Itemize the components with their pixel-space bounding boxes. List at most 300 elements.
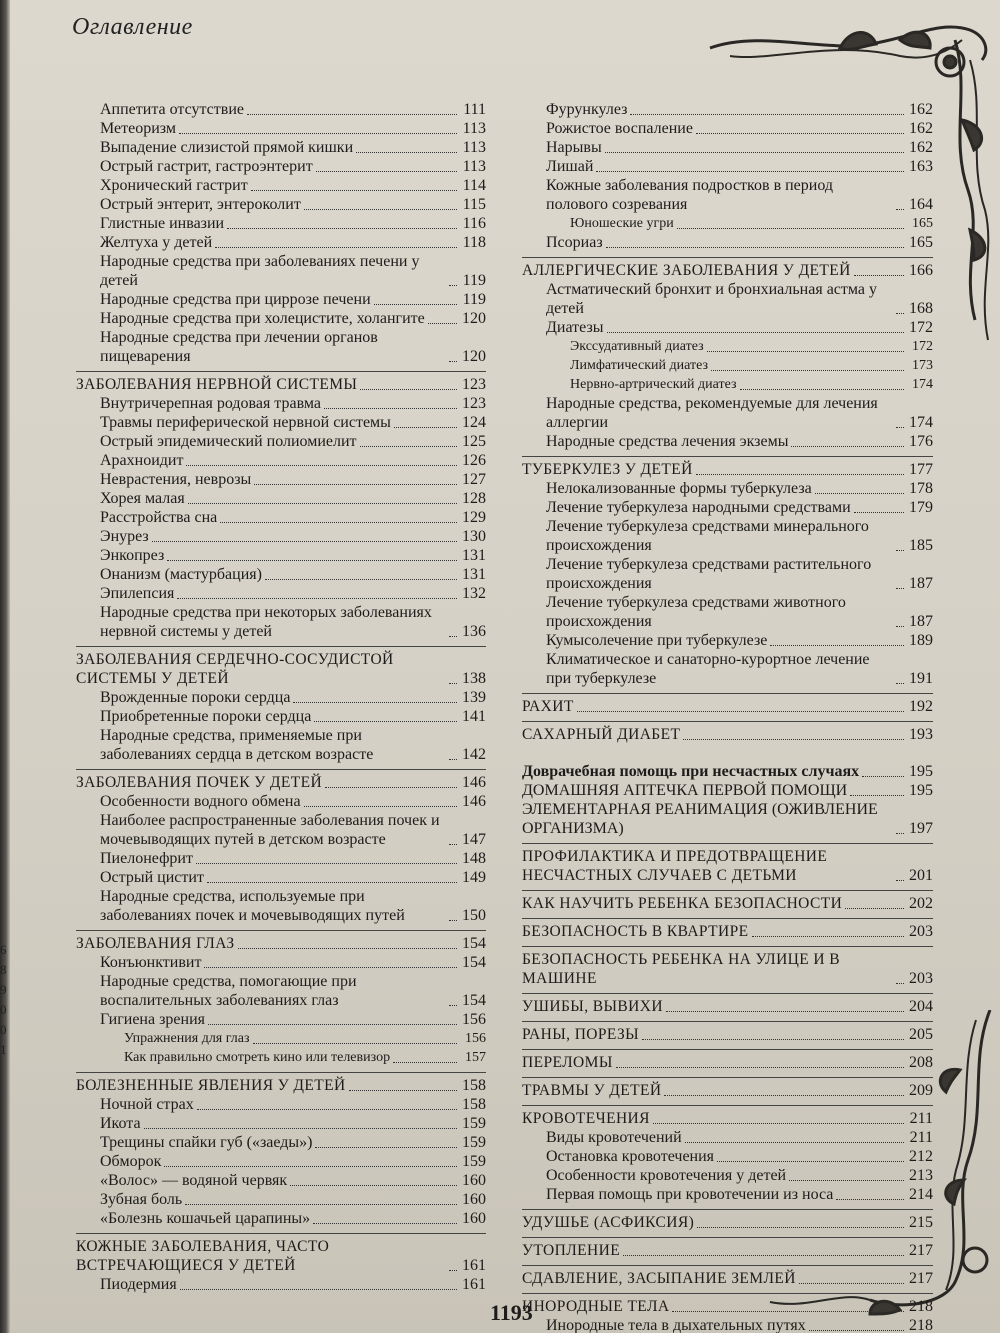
toc-page-number: 195 xyxy=(909,782,933,799)
toc-entry-title: Народные средства лечения экземы xyxy=(546,433,789,450)
toc-entry-title: Рожистое воспаление xyxy=(546,120,693,137)
toc-page-number: 146 xyxy=(462,793,486,810)
toc-entry[interactable] xyxy=(76,1133,486,1152)
toc-entry-title: ЗАБОЛЕВАНИЯ ГЛАЗ xyxy=(76,935,235,952)
toc-right-column xyxy=(522,100,933,1333)
toc-page-number: 116 xyxy=(462,215,486,232)
dot-leader xyxy=(752,936,905,937)
toc-section-entry[interactable] xyxy=(522,1049,933,1072)
dot-leader xyxy=(896,833,904,834)
toc-entry-title: Доврачебная помощь при несчастных случаях xyxy=(522,763,860,780)
dot-leader xyxy=(449,920,457,921)
toc-entry-title: Климатическое и санаторно-курортное лечение при туберкулезе xyxy=(546,651,870,687)
toc-entry[interactable] xyxy=(76,792,486,811)
toc-entry-title: Врожденные пороки сердца xyxy=(100,689,291,706)
toc-entry-title: Эпилепсия xyxy=(100,585,175,602)
toc-entry-title: Желтуха у детей xyxy=(100,234,213,251)
toc-entry-title: ПРОФИЛАКТИКА И ПРЕДОТВРАЩЕНИЕ НЕСЧАСТНЫХ СЛУЧАЕВ С ДЕТЬМИ xyxy=(522,848,828,884)
dot-leader xyxy=(607,332,904,333)
dot-leader xyxy=(449,636,457,637)
toc-entry-title: Ночной страх xyxy=(100,1096,194,1113)
toc-section-entry[interactable] xyxy=(522,1021,933,1044)
dot-leader xyxy=(770,645,904,646)
toc-page-number: 204 xyxy=(909,998,933,1015)
toc-section-entry[interactable] xyxy=(522,1265,933,1288)
toc-entry-title: Псориаз xyxy=(546,234,603,251)
toc-entry[interactable] xyxy=(76,489,486,508)
toc-page-number: 197 xyxy=(909,820,933,837)
toc-page-number: 159 xyxy=(462,1153,486,1170)
toc-entry-title: САХАРНЫЙ ДИАБЕТ xyxy=(522,726,681,743)
toc-entry[interactable] xyxy=(76,811,486,849)
dot-leader xyxy=(186,465,457,466)
toc-section-entry[interactable] xyxy=(522,946,933,988)
toc-entry[interactable] xyxy=(522,119,933,138)
toc-entry[interactable] xyxy=(76,233,486,252)
toc-page-number: 203 xyxy=(909,923,933,940)
toc-entry[interactable] xyxy=(522,138,933,157)
toc-entry[interactable] xyxy=(76,1048,486,1067)
toc-page-number: 159 xyxy=(462,1134,486,1151)
toc-entry[interactable] xyxy=(76,157,486,176)
toc-entry[interactable] xyxy=(76,1029,486,1048)
toc-entry[interactable] xyxy=(76,527,486,546)
toc-entry[interactable] xyxy=(522,650,933,688)
toc-page-number: 128 xyxy=(462,490,486,507)
toc-entry[interactable] xyxy=(522,800,933,838)
toc-entry-title: Хорея малая xyxy=(100,490,185,507)
toc-page-number: 141 xyxy=(462,708,486,725)
toc-entry-title: ЗАБОЛЕВАНИЯ ПОЧЕК У ДЕТЕЙ xyxy=(76,774,323,791)
dot-leader xyxy=(616,1067,904,1068)
toc-entry[interactable] xyxy=(76,565,486,584)
toc-section-entry[interactable] xyxy=(76,930,486,953)
dot-leader xyxy=(896,313,904,314)
toc-entry[interactable] xyxy=(522,157,933,176)
toc-page-number: 154 xyxy=(462,935,486,952)
toc-entry[interactable] xyxy=(522,337,933,356)
dot-leader xyxy=(164,1166,457,1167)
margin-mark: 8 xyxy=(0,962,7,977)
toc-section-entry[interactable] xyxy=(522,1293,933,1316)
dot-leader xyxy=(664,1095,904,1096)
toc-section-entry[interactable] xyxy=(522,257,933,280)
toc-entry[interactable] xyxy=(76,451,486,470)
dot-leader xyxy=(349,1090,457,1091)
toc-section-entry[interactable] xyxy=(522,890,933,913)
dot-leader xyxy=(208,1024,457,1025)
toc-page-number: 130 xyxy=(462,528,486,545)
toc-entry[interactable] xyxy=(76,1152,486,1171)
dot-leader xyxy=(672,1311,904,1312)
dot-leader xyxy=(850,795,904,796)
toc-section-entry[interactable] xyxy=(522,1077,933,1100)
section-gap xyxy=(522,744,933,762)
toc-page-number: 126 xyxy=(462,452,486,469)
dot-leader xyxy=(179,133,457,134)
toc-entry-title: Инородные тела в дыхательных путях xyxy=(546,1317,806,1333)
page-number: 1193 xyxy=(490,1300,533,1325)
toc-entry[interactable] xyxy=(76,1171,486,1190)
toc-entry[interactable] xyxy=(76,1010,486,1029)
toc-page-number: 202 xyxy=(909,895,933,912)
dot-leader xyxy=(596,171,904,172)
toc-page-number: 164 xyxy=(909,196,933,213)
toc-page-number: 163 xyxy=(909,158,933,175)
toc-entry-title: Выпадение слизистой прямой кишки xyxy=(100,139,354,156)
toc-page-number: 165 xyxy=(912,216,933,231)
toc-section-entry[interactable] xyxy=(522,993,933,1016)
toc-page-number: 177 xyxy=(909,461,933,478)
toc-entry[interactable] xyxy=(76,546,486,565)
toc-entry-title: Внутричерепная родовая травма xyxy=(100,395,321,412)
dot-leader xyxy=(247,114,457,115)
toc-entry[interactable] xyxy=(76,972,486,1010)
toc-section-entry[interactable] xyxy=(522,693,933,716)
dot-leader xyxy=(449,285,457,286)
dot-leader xyxy=(896,626,904,627)
toc-page-number: 217 xyxy=(909,1242,933,1259)
toc-entry-title: Народные средства при заболеваниях печени у детей xyxy=(100,253,420,289)
toc-entry[interactable] xyxy=(522,555,933,593)
dot-leader xyxy=(428,323,457,324)
toc-entry[interactable] xyxy=(76,1190,486,1209)
toc-entry[interactable] xyxy=(76,290,486,309)
toc-page-number: 157 xyxy=(465,1050,486,1065)
toc-entry[interactable] xyxy=(522,1166,933,1185)
toc-entry-title: Упражнения для глаз xyxy=(124,1031,250,1046)
toc-entry-title: Трещины спайки губ («заеды») xyxy=(100,1134,313,1151)
toc-page-number: 195 xyxy=(909,763,933,780)
toc-entry[interactable] xyxy=(76,707,486,726)
dot-leader xyxy=(290,1185,457,1186)
toc-entry-title: Народные средства, применяемые при заболеваниях сердца в детском возрасте xyxy=(100,727,374,763)
dot-leader xyxy=(374,304,457,305)
toc-entry-title: Икота xyxy=(100,1115,141,1132)
toc-page-number: 189 xyxy=(909,632,933,649)
toc-entry-title: РАХИТ xyxy=(522,698,574,715)
toc-entry[interactable] xyxy=(76,328,486,366)
toc-section-entry[interactable] xyxy=(76,1072,486,1095)
toc-page-number: 114 xyxy=(462,177,486,194)
toc-page-number: 118 xyxy=(462,234,486,251)
dot-leader xyxy=(196,863,457,864)
toc-entry[interactable] xyxy=(76,726,486,764)
toc-entry[interactable] xyxy=(76,252,486,290)
toc-entry[interactable] xyxy=(522,432,933,451)
dot-leader xyxy=(449,361,457,362)
toc-entry[interactable] xyxy=(522,394,933,432)
toc-entry-title: Зубная боль xyxy=(100,1191,183,1208)
dot-leader xyxy=(862,776,904,777)
toc-entry[interactable] xyxy=(76,100,486,119)
dot-leader xyxy=(313,1223,457,1224)
toc-entry-title: СДАВЛЕНИЕ, ЗАСЫПАНИЕ ЗЕМЛЕЙ xyxy=(522,1270,796,1287)
toc-page-number: 113 xyxy=(462,120,486,137)
toc-entry[interactable] xyxy=(76,1095,486,1114)
dot-leader xyxy=(677,228,904,229)
dot-leader xyxy=(815,493,904,494)
toc-entry-title: УШИБЫ, ВЫВИХИ xyxy=(522,998,663,1015)
toc-page-number: 154 xyxy=(462,954,486,971)
toc-entry-title: Народные средства при лечении органов пищеварения xyxy=(100,329,378,365)
toc-entry-title: Юношеские угри xyxy=(570,216,674,231)
toc-entry[interactable] xyxy=(522,479,933,498)
toc-entry-title: ТУБЕРКУЛЕЗ У ДЕТЕЙ xyxy=(522,461,693,478)
toc-page-number: 131 xyxy=(462,547,486,564)
toc-entry[interactable] xyxy=(76,849,486,868)
toc-page-number: 191 xyxy=(909,670,933,687)
toc-entry-title: Лечение туберкулеза средствами животного происхождения xyxy=(546,594,846,630)
dot-leader xyxy=(789,1180,904,1181)
toc-entry[interactable] xyxy=(522,375,933,394)
dot-leader xyxy=(577,711,904,712)
dot-leader xyxy=(711,370,904,371)
toc-entry-title: Онанизм (мастурбация) xyxy=(100,566,262,583)
toc-entry-title: «Волос» — водяной червяк xyxy=(100,1172,288,1189)
toc-entry[interactable] xyxy=(522,762,933,781)
toc-page-number: 218 xyxy=(909,1317,933,1333)
toc-page-number: 158 xyxy=(462,1096,486,1113)
margin-mark: 1 xyxy=(0,1042,7,1057)
toc-section-entry[interactable] xyxy=(522,1209,933,1232)
toc-entry-title: Острый энтерит, энтероколит xyxy=(100,196,301,213)
toc-page-number: 132 xyxy=(462,585,486,602)
toc-entry[interactable] xyxy=(76,394,486,413)
toc-page-number: 165 xyxy=(909,234,933,251)
toc-entry[interactable] xyxy=(522,356,933,375)
dot-leader xyxy=(606,247,904,248)
dot-leader xyxy=(227,228,457,229)
toc-entry-title: Пиелонефрит xyxy=(100,850,193,867)
toc-section-entry[interactable] xyxy=(522,1105,933,1128)
toc-entry-title: Экссудативный диатез xyxy=(570,339,704,354)
toc-entry-title: Арахноидит xyxy=(100,452,184,469)
toc-entry-title: ТРАВМЫ У ДЕТЕЙ xyxy=(522,1082,662,1099)
toc-entry-title: БЕЗОПАСНОСТЬ РЕБЕНКА НА УЛИЦЕ И В МАШИНЕ xyxy=(522,951,841,987)
toc-page-number: 158 xyxy=(462,1077,486,1094)
dot-leader xyxy=(324,408,457,409)
toc-entry-title: Диатезы xyxy=(546,319,604,336)
dot-leader xyxy=(394,427,457,428)
toc-entry[interactable] xyxy=(76,868,486,887)
toc-entry-title: Народные средства при некоторых заболеваниях нервной системы у детей xyxy=(100,604,432,640)
toc-entry[interactable] xyxy=(76,309,486,328)
toc-entry[interactable] xyxy=(522,214,933,233)
toc-page-number: 173 xyxy=(912,358,933,373)
toc-entry[interactable] xyxy=(522,781,933,800)
dot-leader xyxy=(896,588,904,589)
toc-entry-title: Конъюнктивит xyxy=(100,954,202,971)
toc-page-number: 111 xyxy=(463,101,486,118)
toc-section-entry[interactable] xyxy=(522,918,933,941)
toc-left-column xyxy=(76,100,486,1294)
toc-section-entry[interactable] xyxy=(76,1233,486,1275)
toc-entry-title: Лишай xyxy=(546,158,594,175)
toc-entry[interactable] xyxy=(522,100,933,119)
toc-page-number: 162 xyxy=(909,101,933,118)
toc-page-number: 113 xyxy=(462,158,486,175)
dot-leader xyxy=(707,351,904,352)
toc-entry[interactable] xyxy=(522,318,933,337)
toc-entry-title: Народные средства, рекомендуемые для лечения аллергии xyxy=(546,395,878,431)
toc-section-entry[interactable] xyxy=(76,371,486,394)
toc-entry-title: ДОМАШНЯЯ АПТЕЧКА ПЕРВОЙ ПОМОЩИ xyxy=(522,782,848,799)
dot-leader xyxy=(220,522,457,523)
toc-entry[interactable] xyxy=(76,1209,486,1228)
toc-entry[interactable] xyxy=(76,138,486,157)
dot-leader xyxy=(685,1142,904,1143)
toc-page-number: 119 xyxy=(462,272,486,289)
toc-page-number: 120 xyxy=(462,310,486,327)
dot-leader xyxy=(683,739,904,740)
toc-page-number: 156 xyxy=(462,1011,486,1028)
toc-section-entry[interactable] xyxy=(522,1237,933,1260)
toc-entry-title: Пиодермия xyxy=(100,1276,177,1293)
toc-entry-title: Расстройства сна xyxy=(100,509,218,526)
toc-entry-title: Народные средства при циррозе печени xyxy=(100,291,371,308)
toc-page-number: 174 xyxy=(909,414,933,431)
dot-leader xyxy=(896,880,904,881)
toc-page-number: 160 xyxy=(462,1172,486,1189)
toc-entry-title: Гигиена зрения xyxy=(100,1011,205,1028)
toc-entry[interactable] xyxy=(76,432,486,451)
toc-page-number: 127 xyxy=(462,471,486,488)
dot-leader xyxy=(251,190,457,191)
toc-entry-title: Народные средства при холецистите, холангите xyxy=(100,310,425,327)
dot-leader xyxy=(697,1227,904,1228)
toc-entry-title: Фурункулез xyxy=(546,101,628,118)
toc-page-number: 161 xyxy=(462,1257,486,1274)
dot-leader xyxy=(325,787,457,788)
toc-entry-title: Аппетита отсутствие xyxy=(100,101,244,118)
toc-entry[interactable] xyxy=(522,233,933,252)
toc-entry-title: ЗАБОЛЕВАНИЯ НЕРВНОЙ СИСТЕМЫ xyxy=(76,376,358,393)
page-edge-shadow xyxy=(0,0,10,1333)
toc-entry-title: Лечение туберкулеза средствами минерального происхождения xyxy=(546,518,869,554)
toc-entry[interactable] xyxy=(76,195,486,214)
toc-page-number: 161 xyxy=(462,1276,486,1293)
toc-page-number: 123 xyxy=(462,376,486,393)
dot-leader xyxy=(152,541,457,542)
toc-page-number: 129 xyxy=(462,509,486,526)
toc-entry[interactable] xyxy=(522,631,933,650)
toc-entry[interactable] xyxy=(522,176,933,214)
toc-entry[interactable] xyxy=(76,584,486,603)
toc-entry-title: Острый эпидемический полиомиелит xyxy=(100,433,357,450)
toc-page-number: 149 xyxy=(462,869,486,886)
dot-leader xyxy=(740,389,904,390)
toc-section-entry[interactable] xyxy=(522,843,933,885)
dot-leader xyxy=(809,1330,904,1331)
toc-page-number: 162 xyxy=(909,139,933,156)
toc-entry-title: КАК НАУЧИТЬ РЕБЕНКА БЕЗОПАСНОСТИ xyxy=(522,895,843,912)
toc-page-number: 179 xyxy=(909,499,933,516)
dot-leader xyxy=(666,1011,904,1012)
dot-leader xyxy=(696,133,904,134)
toc-entry-title: Как правильно смотреть кино или телевизор xyxy=(124,1050,391,1065)
margin-mark: 9 xyxy=(0,982,7,997)
dot-leader xyxy=(360,446,457,447)
toc-entry[interactable] xyxy=(522,1147,933,1166)
toc-entry[interactable] xyxy=(76,119,486,138)
toc-entry[interactable] xyxy=(76,214,486,233)
toc-entry[interactable] xyxy=(76,603,486,641)
toc-page-number: 160 xyxy=(462,1210,486,1227)
dot-leader xyxy=(315,1147,457,1148)
toc-page-number: 215 xyxy=(909,1214,933,1231)
dot-leader xyxy=(854,275,904,276)
dot-leader xyxy=(449,1270,457,1271)
toc-entry-title: УДУШЬЕ (АСФИКСИЯ) xyxy=(522,1214,695,1231)
dot-leader xyxy=(304,209,457,210)
toc-entry[interactable] xyxy=(522,593,933,631)
toc-entry[interactable] xyxy=(522,1128,933,1147)
dot-leader xyxy=(360,389,457,390)
toc-entry[interactable] xyxy=(76,887,486,925)
toc-section-entry[interactable] xyxy=(76,646,486,688)
toc-entry[interactable] xyxy=(76,688,486,707)
toc-entry[interactable] xyxy=(522,1185,933,1204)
toc-page-number: 138 xyxy=(462,670,486,687)
dot-leader xyxy=(393,1062,457,1063)
toc-entry-title: Нелокализованные формы туберкулеза xyxy=(546,480,812,497)
toc-entry-title: Лимфатический диатез xyxy=(570,358,708,373)
toc-section-entry[interactable] xyxy=(76,769,486,792)
dot-leader xyxy=(836,1199,904,1200)
toc-entry[interactable] xyxy=(76,1114,486,1133)
dot-leader xyxy=(896,550,904,551)
toc-entry[interactable] xyxy=(76,470,486,489)
dot-leader xyxy=(449,683,457,684)
margin-mark: 0 xyxy=(0,1002,7,1017)
toc-entry-title: Виды кровотечений xyxy=(546,1129,682,1146)
toc-entry[interactable] xyxy=(76,413,486,432)
toc-entry-title: Травмы периферической нервной системы xyxy=(100,414,391,431)
dot-leader xyxy=(717,1161,904,1162)
toc-page-number: 146 xyxy=(462,774,486,791)
toc-entry[interactable] xyxy=(76,1275,486,1294)
dot-leader xyxy=(630,114,904,115)
toc-entry[interactable] xyxy=(522,1316,933,1333)
toc-section-entry[interactable] xyxy=(522,456,933,479)
toc-entry-title: БОЛЕЗНЕННЫЕ ЯВЛЕНИЯ У ДЕТЕЙ xyxy=(76,1077,346,1094)
toc-entry-title: Энкопрез xyxy=(100,547,165,564)
toc-entry-title: Наиболее распространенные заболевания почек и мочевыводящих путей в детском возрасте xyxy=(100,812,440,848)
toc-entry[interactable] xyxy=(522,280,933,318)
toc-page-number: 201 xyxy=(909,867,933,884)
toc-section-entry[interactable] xyxy=(522,721,933,744)
toc-page-number: 113 xyxy=(462,139,486,156)
dot-leader xyxy=(799,1283,904,1284)
dot-leader xyxy=(449,844,457,845)
toc-entry[interactable] xyxy=(76,953,486,972)
dot-leader xyxy=(623,1255,904,1256)
dot-leader xyxy=(791,446,904,447)
dot-leader xyxy=(653,1123,904,1124)
toc-entry[interactable] xyxy=(76,176,486,195)
toc-page-number: 192 xyxy=(909,698,933,715)
toc-entry[interactable] xyxy=(522,498,933,517)
toc-page-number: 139 xyxy=(462,689,486,706)
dot-leader xyxy=(167,560,457,561)
dot-leader xyxy=(316,171,457,172)
toc-entry-title: КРОВОТЕЧЕНИЯ xyxy=(522,1110,650,1127)
dot-leader xyxy=(185,1204,457,1205)
toc-entry[interactable] xyxy=(522,517,933,555)
toc-entry[interactable] xyxy=(76,508,486,527)
toc-page-number: 120 xyxy=(462,348,486,365)
